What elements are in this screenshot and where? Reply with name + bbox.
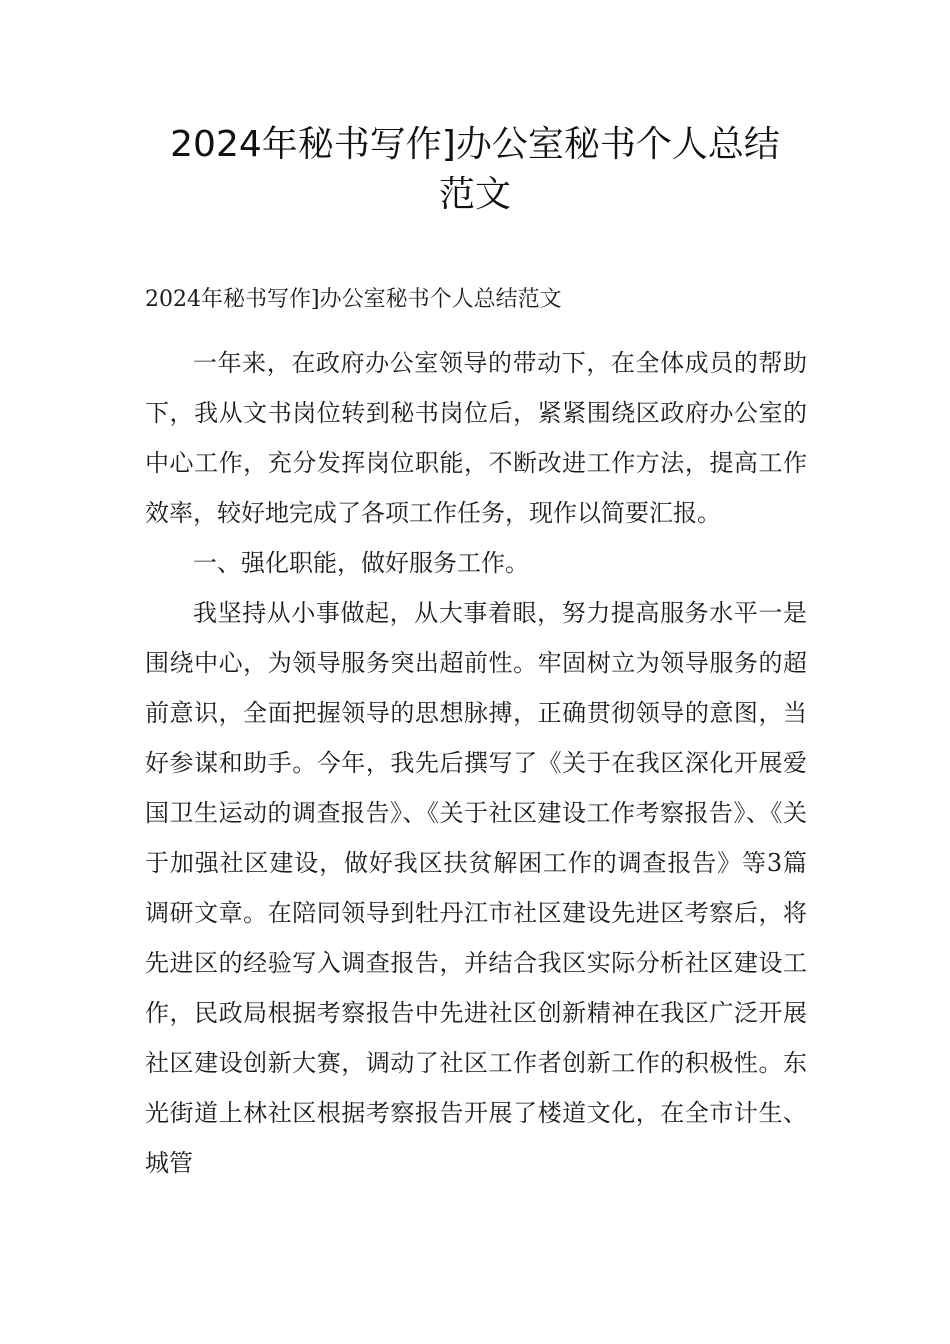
document-body [145,276,807,1188]
document-title-line-2: 范文 [438,174,511,215]
document-title [120,120,830,220]
document-title-line-1: 2024年秘书写作]办公室秘书个人总结 [170,124,780,165]
paragraph-intro: 一年来，在政府办公室领导的带动下，在全体成员的帮助下，我从文书岗位转到秘书岗位后，紧紧围绕区政府办公室的中心工作，充分发挥岗位职能，不断改进工作方法，提高工作效率，较好地完成了各项工作任务，现作以简要汇报。 [145,349,807,527]
paragraph-section-1: 我坚持从小事做起，从大事着眼，努力提高服务水平一是围绕中心，为领导服务突出超前性。牢固树立为领导服务的超前意识，全面把握领导的思想脉搏，正确贯彻领导的意图，当好参谋和助手。今年，我先后撰写了《关于在我区深化开展爱国卫生运动的调查报告》、《关于社区建设工作考察报告》、《关于加强社区建设，做好我区扶贫解困工作的调查报告》等3篇调研文章。在陪同领导到牡丹江市社区建设先进区考察后，将先进区的经验写入调查报告，并结合我区实际分析社区建设工作，民政局根据考察报告中先进社区创新精神在我区广泛开展社区建设创新大赛，调动了社区工作者创新工作的积极性。东光街道上林社区根据考察报告开展了楼道文化，在全市计生、城管 [145,599,807,1177]
section-heading-1: 一、强化职能，做好服务工作。 [193,549,529,577]
document-subtitle: 2024年秘书写作]办公室秘书个人总结范文 [145,287,562,312]
